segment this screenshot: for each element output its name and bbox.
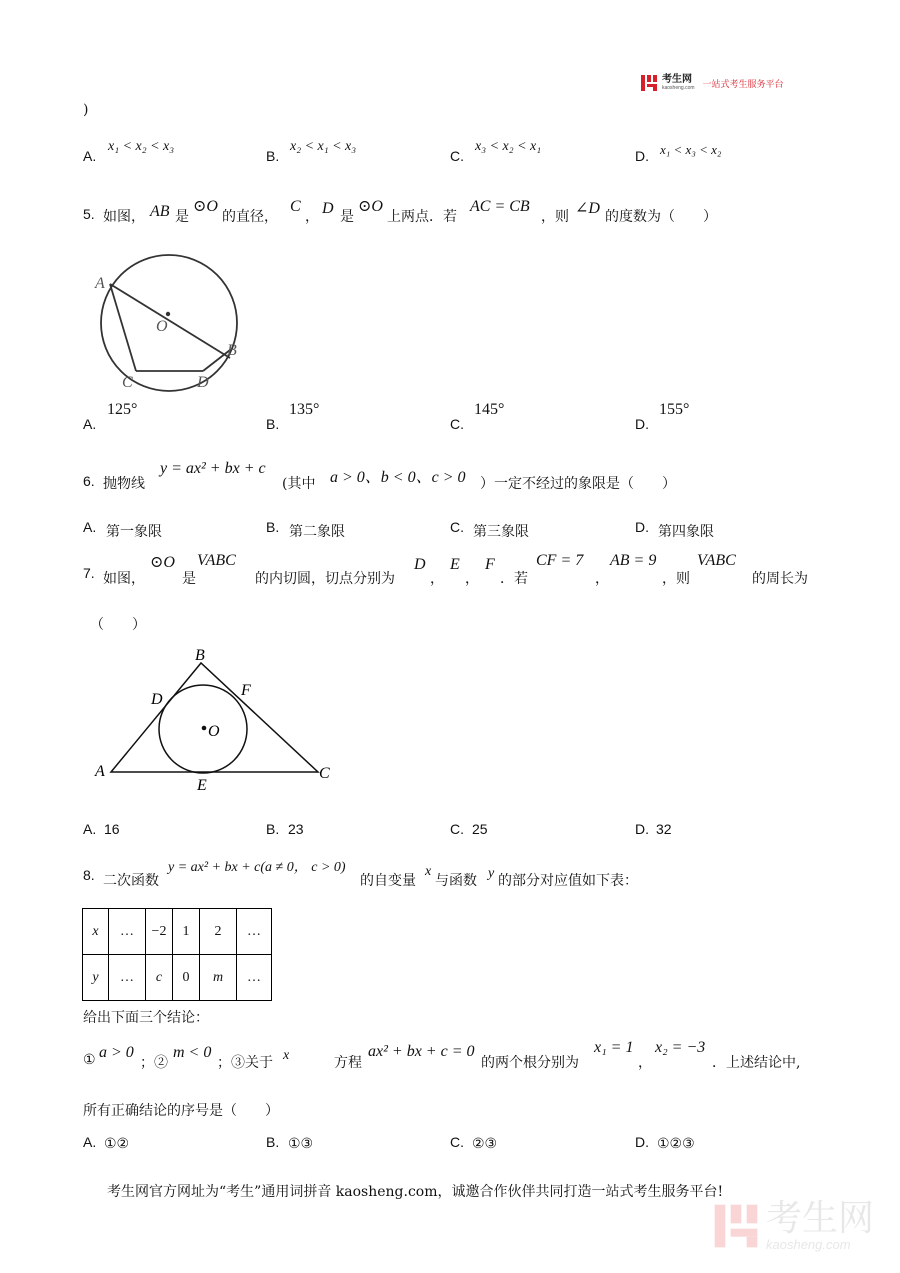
q8-option-c-label: C. bbox=[450, 1134, 464, 1150]
watermark bbox=[712, 1197, 875, 1252]
q5-text-4: 是 bbox=[340, 209, 354, 225]
table-cell: 1 bbox=[173, 909, 200, 955]
q7-point-d: D bbox=[414, 556, 426, 573]
q7-option-d-label: D. bbox=[635, 821, 649, 837]
q7-option-c: 25 bbox=[472, 821, 488, 837]
q8-var-y: y bbox=[488, 866, 495, 881]
q5-label-a: A bbox=[95, 275, 105, 292]
q7-label-d: D bbox=[151, 691, 163, 708]
q5-label-o: O bbox=[156, 318, 168, 335]
q8-c3-equation: ax² + bx + c = 0 bbox=[368, 1043, 475, 1060]
watermark-cn: 考生网 bbox=[766, 1197, 875, 1239]
q6-option-d-label: D. bbox=[635, 519, 649, 535]
q7-triangle-shape bbox=[111, 663, 318, 772]
q7-option-a-label: A. bbox=[83, 821, 97, 837]
q8-option-d-label: D. bbox=[635, 1134, 649, 1150]
watermark-logo-icon bbox=[712, 1200, 760, 1252]
q8-conclusion-1: a > 0 bbox=[99, 1044, 134, 1061]
q8-root-2: x₂ = −3 bbox=[655, 1039, 706, 1056]
q8-c1-prefix: ① bbox=[83, 1052, 96, 1068]
q6-option-c: 第三象限 bbox=[473, 524, 529, 540]
q6-option-d: 第四象限 bbox=[658, 524, 714, 540]
q5-point-d: D bbox=[322, 200, 334, 217]
q7-label-b: B bbox=[195, 647, 205, 664]
q4-option-a: x₁ < x₂ < x₃ bbox=[108, 139, 175, 154]
q5-circle-o-2: ⊙O bbox=[358, 198, 383, 215]
q5-option-a: 125° bbox=[107, 401, 138, 418]
q8-option-b: ①③ bbox=[288, 1136, 314, 1152]
q8-c3-x: x bbox=[283, 1048, 290, 1063]
q7-figure bbox=[93, 642, 343, 797]
q8-option-a: ①② bbox=[104, 1136, 130, 1152]
q8-c3-text-2: 的两个根分别为 bbox=[481, 1055, 579, 1071]
q5-text-1: 如图， bbox=[103, 209, 145, 225]
q7-text-6: 的周长为 bbox=[752, 571, 808, 587]
q7-cf: CF = 7 bbox=[536, 552, 584, 569]
table-row bbox=[83, 955, 272, 1001]
q6-option-a: 第一象限 bbox=[106, 524, 162, 540]
q5-figure bbox=[90, 245, 250, 395]
q5-text-2: 是 bbox=[175, 209, 189, 225]
table-cell: 2 bbox=[200, 909, 237, 955]
q8-comma: ， bbox=[638, 1055, 652, 1071]
q7-text-3: 的内切圆，切点分别为 bbox=[255, 571, 395, 587]
q8-given: 给出下面三个结论： bbox=[83, 1010, 209, 1026]
q4-option-a-label: A. bbox=[83, 148, 97, 164]
q7-label-o: O bbox=[208, 723, 220, 740]
table-cell: m bbox=[200, 955, 237, 1001]
table-cell: … bbox=[237, 909, 272, 955]
q8-number: 8. bbox=[83, 867, 95, 883]
brand-slogan: 一站式考生服务平台 bbox=[702, 79, 784, 90]
q8-text-2: 的自变量 bbox=[360, 873, 416, 889]
q7-label-a: A bbox=[95, 763, 105, 780]
q8-value-table bbox=[82, 908, 272, 1001]
q7-triangle-2: VABC bbox=[697, 552, 736, 569]
q8-option-d: ①②③ bbox=[657, 1136, 695, 1152]
q7-text-2: 是 bbox=[182, 571, 196, 587]
q7-option-a: 16 bbox=[104, 821, 120, 837]
table-cell: … bbox=[109, 909, 146, 955]
q6-option-b: 第二象限 bbox=[289, 524, 345, 540]
q5-number: 5. bbox=[83, 206, 95, 222]
q6-text-2: (其中 bbox=[282, 476, 316, 492]
q4-option-b-label: B. bbox=[266, 148, 280, 164]
q6-option-c-label: C. bbox=[450, 519, 464, 535]
q6-option-b-label: B. bbox=[266, 519, 280, 535]
q8-text-1: 二次函数 bbox=[103, 873, 159, 889]
table-cell: 0 bbox=[173, 955, 200, 1001]
q8-c3-text-3: ．上述结论中, bbox=[712, 1055, 801, 1071]
q6-condition: a > 0、b < 0、c > 0 bbox=[330, 469, 466, 486]
q7-text-4: ．若 bbox=[500, 571, 528, 587]
q7-center-dot bbox=[202, 726, 207, 731]
q5-option-d: 155° bbox=[659, 401, 690, 418]
table-cell: … bbox=[237, 955, 272, 1001]
q7-label-f: F bbox=[241, 682, 251, 699]
q7-number: 7. bbox=[83, 565, 95, 581]
footer-text: 考生网官方网址为“考生”通用词拼音 kaosheng.com，诚邀合作伙伴共同打造一站式考生服务平台! bbox=[107, 1184, 724, 1200]
table-cell: c bbox=[146, 955, 173, 1001]
q8-ask: 所有正确结论的序号是（ ） bbox=[83, 1103, 279, 1119]
q8-text-3: 与函数 bbox=[435, 873, 477, 889]
q5-arc-equal: AC = CB bbox=[470, 198, 530, 215]
header-logo bbox=[640, 71, 784, 95]
q4-option-d: x₁ < x₃ < x₂ bbox=[660, 142, 722, 157]
q7-label-e: E bbox=[197, 777, 207, 794]
q7-circle-o: ⊙O bbox=[150, 554, 175, 571]
q7-option-c-label: C. bbox=[450, 821, 464, 837]
q7-text-5: ，则 bbox=[662, 571, 690, 587]
q5-option-b-label: B. bbox=[266, 416, 280, 432]
q8-var-x: x bbox=[425, 864, 432, 879]
q5-label-d: D bbox=[197, 374, 209, 391]
q5-option-c: 145° bbox=[474, 401, 505, 418]
q7-ab: AB = 9 bbox=[610, 552, 657, 569]
q7-point-e: E bbox=[450, 556, 460, 573]
logo-text bbox=[662, 75, 695, 91]
q8-sep-1: ；② bbox=[140, 1055, 168, 1071]
q5-text-5: 上两点．若 bbox=[387, 209, 457, 225]
q5-text-6: ，则 bbox=[541, 209, 569, 225]
q6-number: 6. bbox=[83, 473, 95, 489]
q5-circle-o: ⊙O bbox=[193, 198, 218, 215]
q5-comma: ， bbox=[305, 209, 319, 225]
watermark-en: kaosheng.com bbox=[766, 1236, 851, 1252]
q4-option-d-label: D. bbox=[635, 148, 649, 164]
q5-center-dot bbox=[166, 312, 170, 316]
q5-option-c-label: C. bbox=[450, 416, 464, 432]
q5-ab: AB bbox=[150, 203, 170, 220]
q7-option-b: 23 bbox=[288, 821, 304, 837]
table-cell: … bbox=[109, 955, 146, 1001]
q5-text-7: 的度数为（ ） bbox=[605, 209, 717, 225]
logo-icon bbox=[640, 74, 658, 92]
q4-option-c: x₃ < x₂ < x₁ bbox=[475, 139, 542, 154]
q7-paren: （ ） bbox=[90, 617, 146, 633]
q7-option-d: 32 bbox=[656, 821, 672, 837]
table-cell: −2 bbox=[146, 909, 173, 955]
q5-text-3: 的直径， bbox=[222, 209, 278, 225]
q8-option-a-label: A. bbox=[83, 1134, 97, 1150]
q7-triangle: VABC bbox=[197, 552, 236, 569]
q5-option-a-label: A. bbox=[83, 416, 97, 432]
table-row bbox=[83, 909, 272, 955]
brand-name: 考生网 bbox=[662, 74, 692, 85]
q5-label-c: C bbox=[122, 374, 133, 391]
q5-option-b: 135° bbox=[289, 401, 320, 418]
q4-option-c-label: C. bbox=[450, 148, 464, 164]
q8-option-c: ②③ bbox=[472, 1136, 498, 1152]
q6-option-a-label: A. bbox=[83, 519, 97, 535]
brand-url: kaosheng.com bbox=[662, 85, 695, 91]
q8-root-1: x₁ = 1 bbox=[594, 1039, 634, 1056]
q7-label-c: C bbox=[319, 765, 330, 782]
q5-point-c: C bbox=[290, 198, 301, 215]
q8-text-4: 的部分对应值如下表： bbox=[498, 873, 638, 889]
q4-option-b: x₂ < x₁ < x₃ bbox=[290, 139, 357, 154]
q6-text-3: ）一定不经过的象限是（ ） bbox=[480, 476, 676, 492]
q7-text-1: 如图， bbox=[103, 571, 145, 587]
q8-sep-2: ；③关于 bbox=[217, 1055, 273, 1071]
q8-function-expr: y = ax² + bx + c(a ≠ 0， c > 0) bbox=[168, 860, 346, 875]
q5-angle-d: ∠D bbox=[575, 200, 600, 217]
table-cell: y bbox=[83, 955, 109, 1001]
q6-parabola-expr: y = ax² + bx + c bbox=[160, 460, 266, 477]
q5-option-d-label: D. bbox=[635, 416, 649, 432]
q6-text-1: 抛物线 bbox=[103, 476, 145, 492]
q8-option-b-label: B. bbox=[266, 1134, 280, 1150]
q7-option-b-label: B. bbox=[266, 821, 280, 837]
watermark-text bbox=[766, 1197, 875, 1252]
q8-c3-text: 方程 bbox=[334, 1055, 362, 1071]
q7-point-f: F bbox=[485, 556, 495, 573]
q5-label-b: B bbox=[227, 342, 237, 359]
q8-conclusion-2: m < 0 bbox=[173, 1044, 212, 1061]
table-cell: x bbox=[83, 909, 109, 955]
q4-paren: ) bbox=[83, 102, 89, 118]
